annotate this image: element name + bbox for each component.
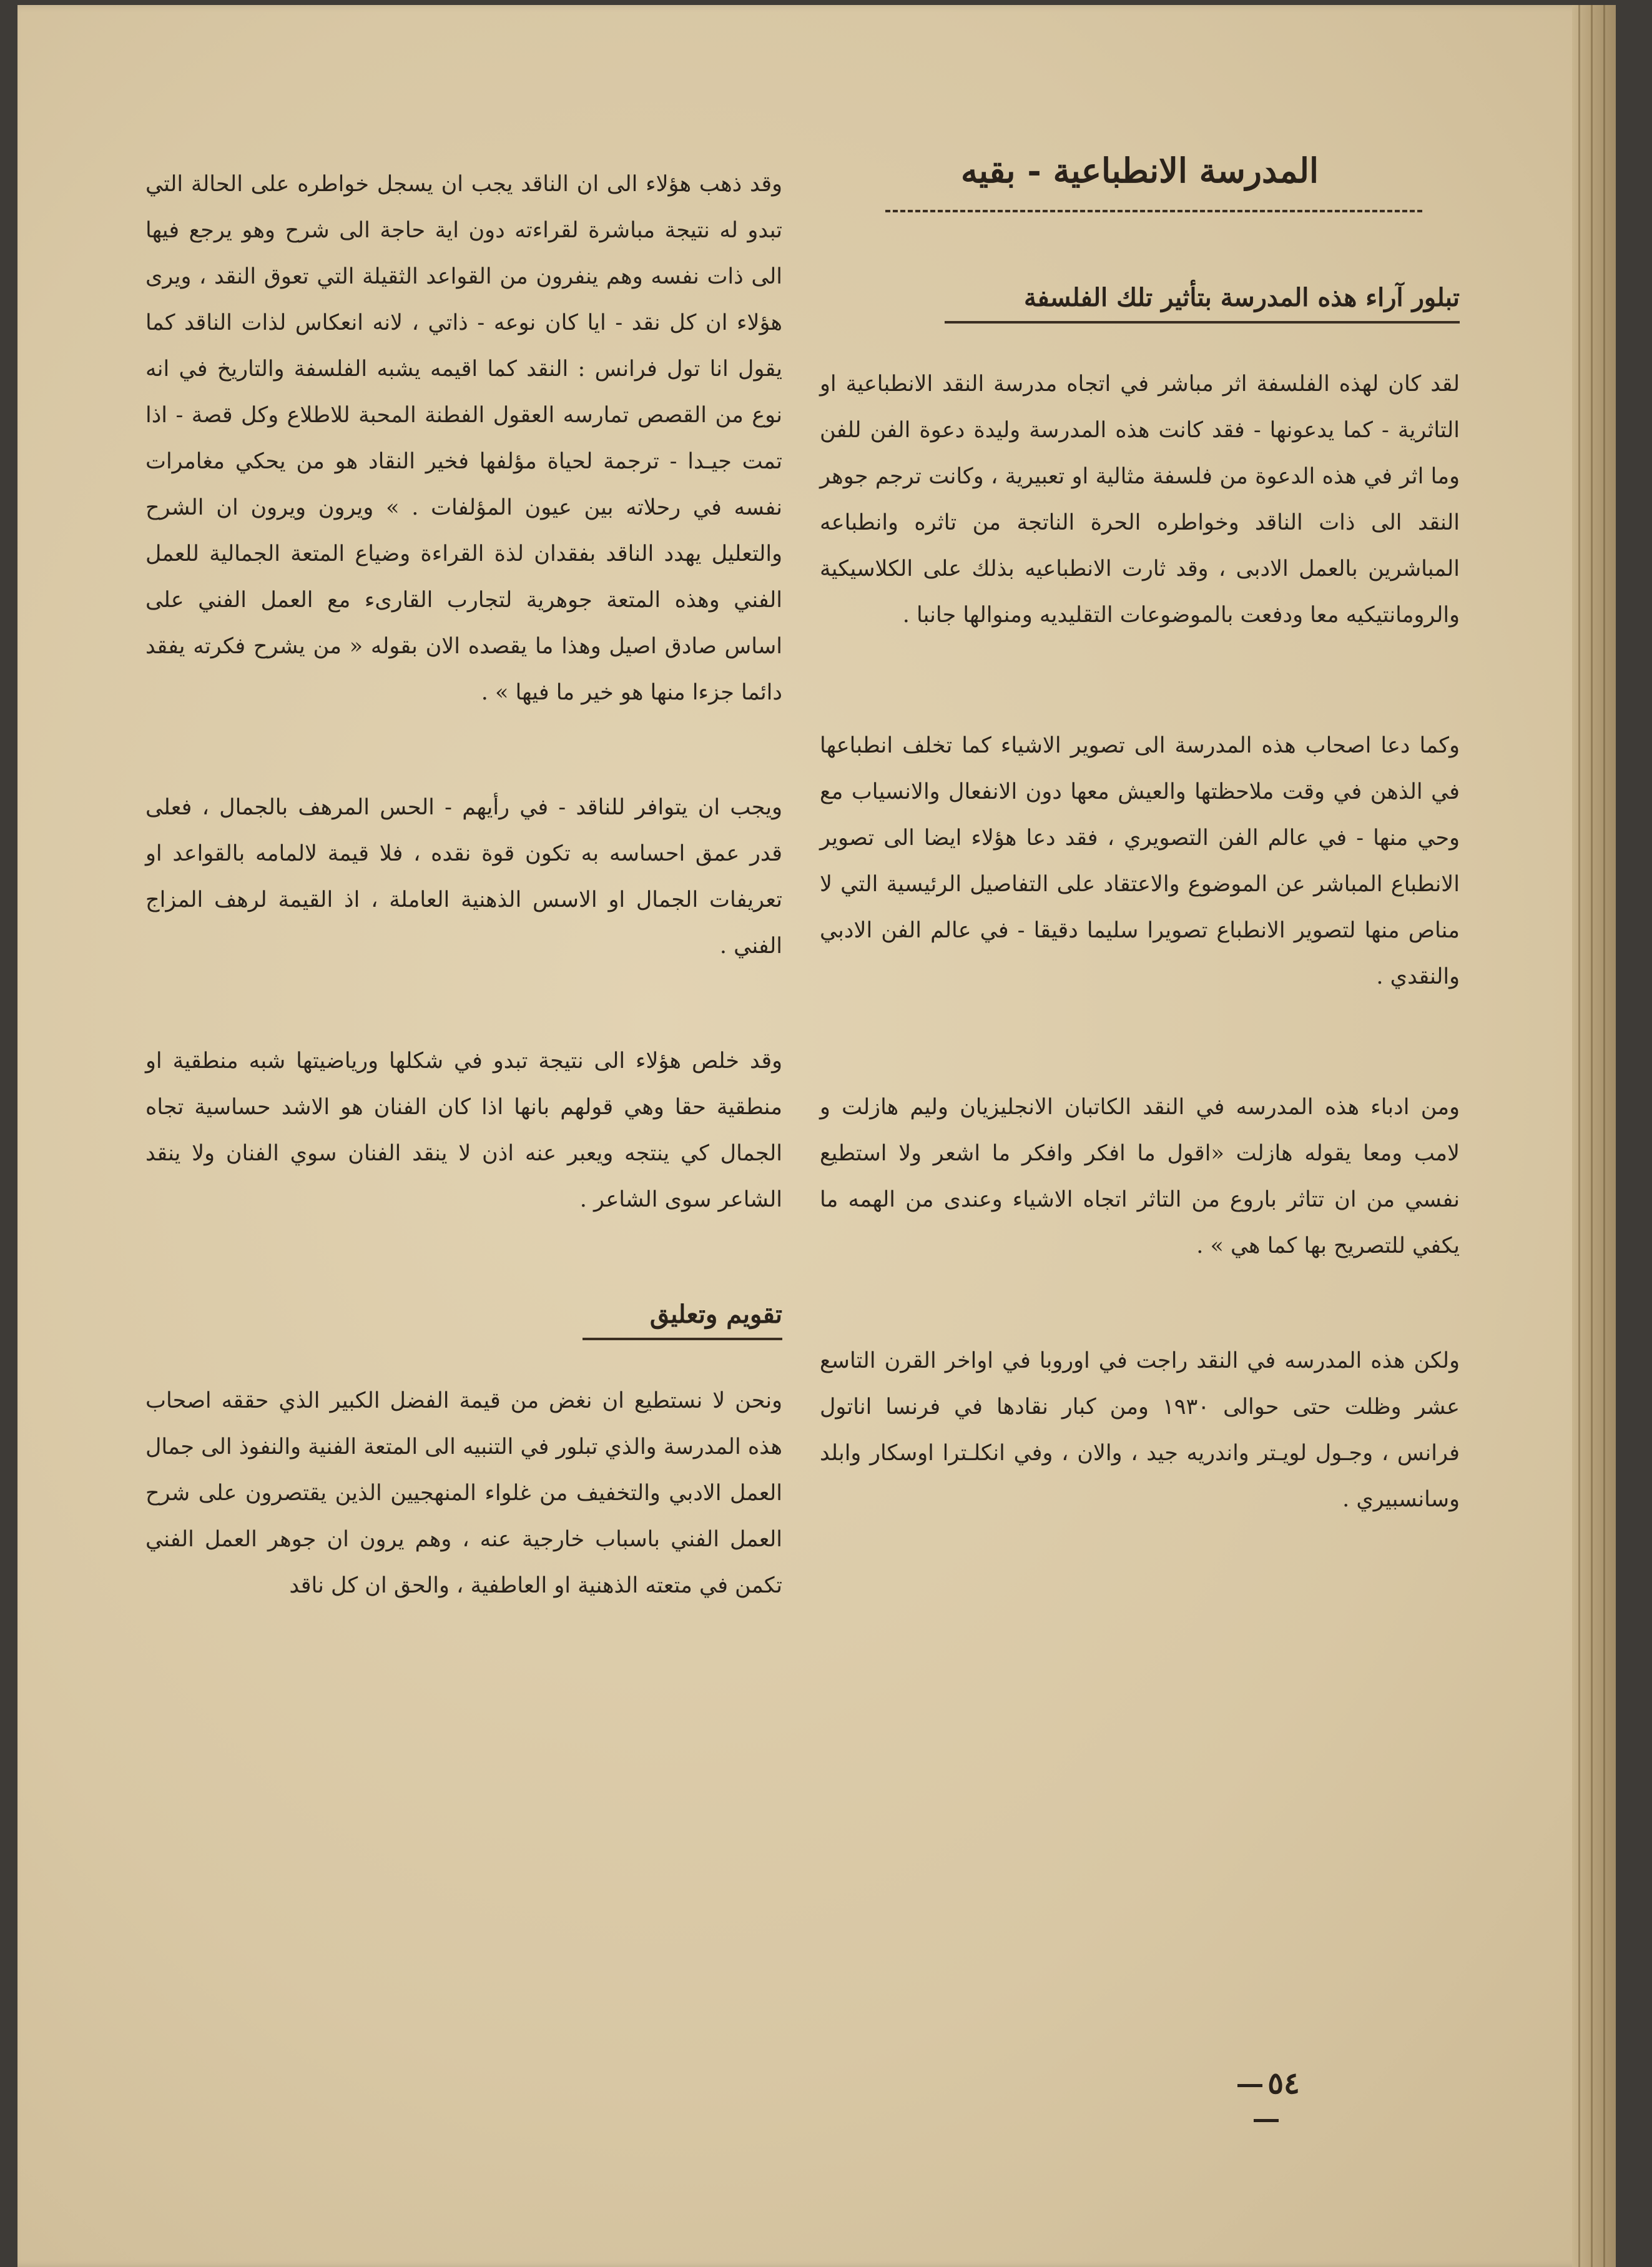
- page-number: [1216, 2066, 1316, 2136]
- paragraph: ولكن هذه المدرسه في النقد راجت في اوروبا في اواخر القرن التاسع عشر وظلت حتى حوالى ١٩٣٠ ومن كبار نقادها في فرنسا اناتول فرانس ، وجـول لويـتر واندريه جيد ، والان ، وفي انكلـترا اوسكار وابلد وسانسبيري .: [820, 1348, 1460, 1512]
- spacer: [145, 1340, 782, 1378]
- left-column-subheading: تقويم وتعليق: [649, 1300, 782, 1329]
- page-edge: [1572, 5, 1616, 2267]
- paragraph: وقد ذهب هؤلاء الى ان الناقد يجب ان يسجل خواطره على الحالة التي تبدو له نتيجة مباشرة لقراءته دون اية حاجة الى شرح وهو يرجع فيها الى ذات نفسه وهم ينفرون من القواعد الثقيلة التي تعوق النقد ، ويرى هؤلاء ان كل نقد - ايا كان نوعه - ذاتي ، لانه انعكاس لذات الناقد كما يقول انا تول فرانس : النقد كما اقيمه يشبه الفلسفة والتاريخ في انه نوع من القصص تمارسه العقول الفطنة المحبة للاطلاع وكل قصة - اذا تمت جيـدا - ترجمة لحياة مؤلفها فخير النقاد هو من يحكي مغامرات نفسه في رحلاته بين عيون المؤلفات . » ويرون ويرون ان الشرح والتعليل يهدد الناقد بفقدان لذة القراءة وضياع المتعة الجمالية للعمل الفني وهذه المتعة جوهرية لتجارب القارىء مع العمل الفني على اساس صادق اصيل وهذا ما يقصده الان بقوله « من يشرح فكرته يفقد دائما جزءا منها هو خير ما فيها » .: [145, 172, 782, 705]
- spacer: [820, 324, 1460, 361]
- spacer: [820, 638, 1460, 723]
- page-edge-line: [1603, 5, 1605, 2267]
- book-page: [17, 5, 1616, 2267]
- paragraph: لقد كان لهذه الفلسفة اثر مباشر في اتجاه مدرسة النقد الانطباعية او التاثرية - كما يدعونها - فقد كانت هذه المدرسة وليدة دعوة الفن للفن وما اثر في هذه الدعوة من فلسفة مثالية او تعبيرية ، وكانت ترجم جوهر النقد الى ذات الناقد وخواطره الحرة الناتجة من تاثره وانطباعه المباشرين بالعمل الادبى ، وقد ثارت الانطباعيه بذلك على الكلاسيكية والرومانتيكيه معا ودفعت بالموضوعات التقليديه ومنوالها جانبا .: [820, 372, 1460, 628]
- spacer: [145, 969, 782, 1038]
- paragraph: وقد خلص هؤلاء الى نتيجة تبدو في شكلها ورياضيتها شبه منطقية او منطقية حقا وهي قولهم بانها اذا كان الفنان هو الاشد حساسية تجاه الجمال كي ينتجه ويعبر عنه اذن لا ينقد الفنان سوي الفنان ولا ينقد الشاعر سوى الشاعر .: [145, 1049, 782, 1212]
- article-title: المدرسة الانطباعية - بقيه: [960, 151, 1319, 190]
- title-underline: [885, 210, 1422, 212]
- right-column: [820, 136, 1460, 1523]
- paragraph: ويجب ان يتوافر للناقد - في رأيهم - الحس المرهف بالجمال ، فعلى قدر عمق احساسه به تكون قوة نقده ، فلا قيمة لالمامه بالقواعد او تعريفات الجمال او الاسس الذهنية العاملة ، اذ القيمة لرهف المزاج الفني .: [145, 795, 782, 959]
- spacer: [145, 716, 782, 784]
- paragraph: ونحن لا نستطيع ان نغض من قيمة الفضل الكبير الذي حققه اصحاب هذه المدرسة والذي تبلور في التنبيه الى المتعة الفنية والنفوذ الى جمال العمل الادبي والتخفيف من غلواء المنهجيين الذين يقتصرون على شرح العمل الفني باسباب خارجية عنه ، وهم يرون ان جوهر العمل الفني تكمن في متعته الذهنية او العاطفية ، والحق ان كل ناقد: [145, 1388, 782, 1598]
- page-number-dash: [1254, 2119, 1279, 2122]
- paragraph: وكما دعا اصحاب هذه المدرسة الى تصوير الاشياء كما تخلف انطباعها في الذهن في وقت ملاحظتها والعيش معها دون الانفعال والانسياب مع وحي منها - في عالم الفن التصويري ، فقد دعا هؤلاء ايضا الى تصوير الانطباع المباشر عن الموضوع والاعتقاد على التفاصيل الرئيسية التي لا مناص منها لتصوير الانطباع تصويرا سليما دقيقا - في عالم الفن الادبي والنقدي .: [820, 733, 1460, 989]
- spacer: [145, 1223, 782, 1292]
- page-number-dash: [1237, 2084, 1262, 2087]
- page-edge-line: [1578, 5, 1580, 2267]
- left-column: [145, 161, 782, 1609]
- spacer: [820, 1000, 1460, 1084]
- right-column-subheading: تبلور آراء هذه المدرسة بتأثير تلك الفلسفة: [1024, 283, 1460, 312]
- page-number-text: ٥٤: [1267, 2066, 1300, 2101]
- paragraph: ومن ادباء هذه المدرسه في النقد الكاتبان الانجليزيان وليم هازلت و لامب ومعا يقوله هازلت «اقول ما افكر وافكر ما اشعر ولا استطيع نفسي من ان تتاثر باروع من التاثر اتجاه الاشياء وعندى من الهمه ما يكفي للتصريح بها كما هي » .: [820, 1095, 1460, 1258]
- page-edge-line: [1591, 5, 1593, 2267]
- spacer: [820, 1269, 1460, 1338]
